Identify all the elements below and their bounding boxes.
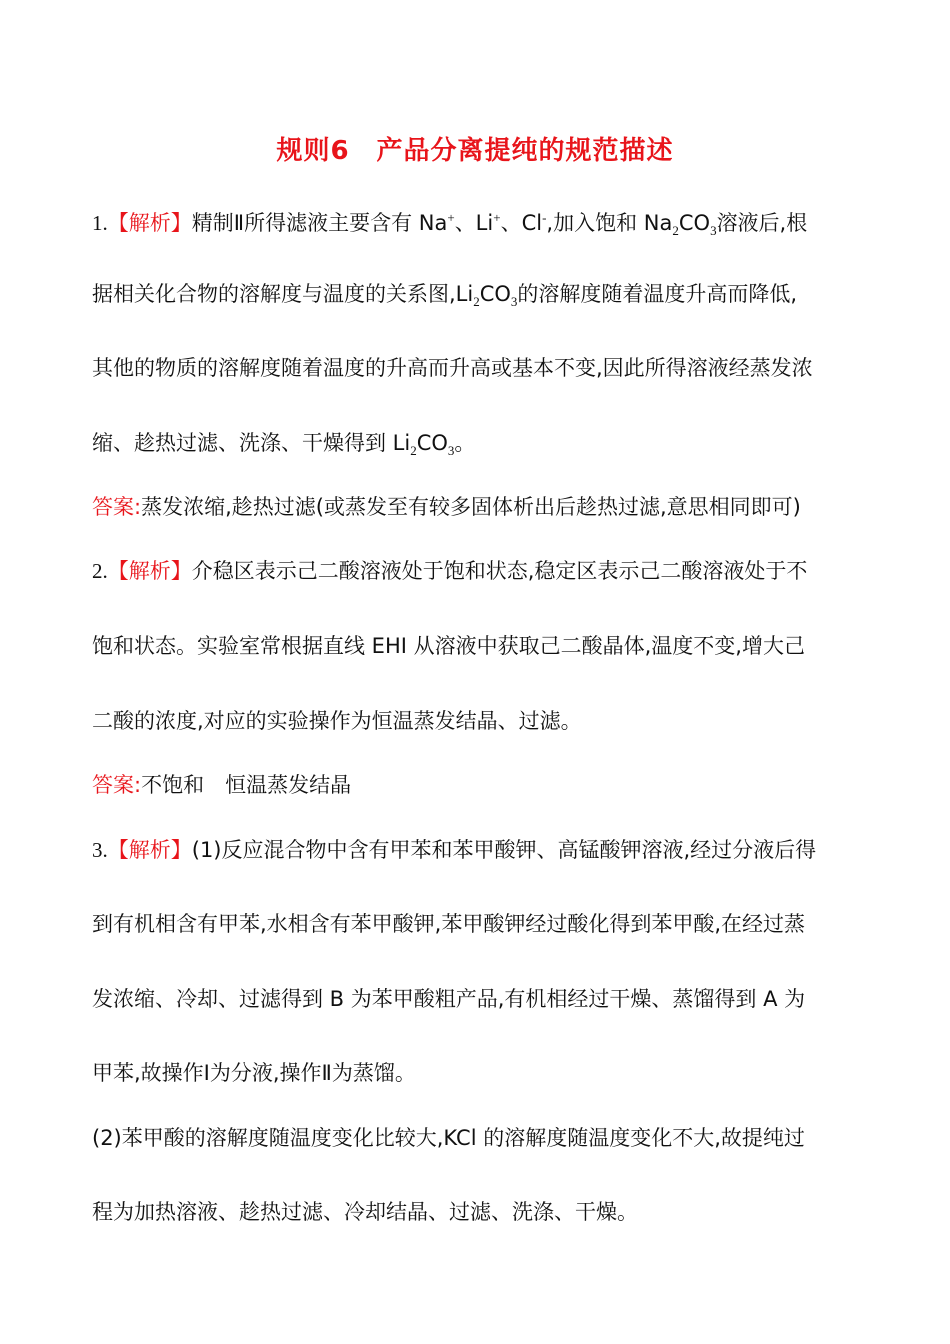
q1-line-3: 其他的物质的溶解度随着温度的升高而升高或基本不变,因此所得溶液经蒸发浓	[92, 356, 813, 380]
q1-line-2	[92, 279, 872, 317]
q3-line-2: 到有机相含有甲苯,水相含有苯甲酸钾,苯甲酸钾经过酸化得到苯甲酸,在经过蒸	[92, 912, 806, 936]
q1-line-4	[92, 428, 872, 466]
q3-line-5: (2)苯甲酸的溶解度随温度变化比较大,KCl 的溶解度随温度变化不大,故提纯过	[92, 1126, 805, 1150]
q1-text-2e: 的溶解度随着温度升高而降低,	[517, 282, 798, 306]
q1-text-4a: 缩、趁热过滤、洗涤、干燥得到 Li	[92, 431, 411, 455]
q1-answer	[92, 492, 872, 522]
q1-sub-3: 2	[473, 294, 480, 310]
q2-analysis-tag: 【解析】	[107, 559, 192, 583]
q3-line-6: 程为加热溶液、趁热过滤、冷却结晶、过滤、洗涤、干燥。	[92, 1200, 638, 1224]
q3-number: 3.	[92, 838, 108, 862]
q3-line-4: 甲苯,故操作Ⅰ为分液,操作Ⅱ为蒸馏。	[92, 1061, 416, 1085]
q2-line-1	[92, 556, 872, 586]
q3-line-1	[92, 835, 872, 865]
q1-sup-3: -	[542, 210, 547, 225]
q1-text-1k: 溶液后,根	[716, 211, 808, 235]
q3-text-1: (1)反应混合物中含有甲苯和苯甲酸钾、高锰酸钾溶液,经过分液后得	[191, 838, 817, 862]
q1-sup-2: +	[493, 210, 501, 225]
q1-line-1	[92, 203, 872, 246]
q2-answer	[92, 770, 872, 800]
q1-answer-label: 答案:	[92, 495, 142, 519]
q2-answer-text: 不饱和 恒温蒸发结晶	[141, 773, 352, 797]
q1-text-2c: CO	[479, 282, 511, 306]
q2-text-1: 介稳区表示己二酸溶液处于饱和状态,稳定区表示己二酸溶液处于不	[191, 559, 808, 583]
q1-analysis-tag: 【解析】	[107, 211, 192, 235]
q1-text-1i: CO	[678, 211, 711, 235]
q1-sub-6: 3	[447, 443, 455, 459]
q1-sub-1: 2	[672, 223, 679, 239]
q1-text-2a: 据相关化合物的溶解度与温度的关系图,Li	[92, 282, 474, 306]
q3-line-3: 发浓缩、冷却、过滤得到 B 为苯甲酸粗产品,有机相经过干燥、蒸馏得到 A 为	[92, 987, 806, 1011]
page-title: 规则6 产品分离提纯的规范描述	[276, 136, 674, 166]
q1-text-1e: 、Cl	[500, 211, 543, 235]
q1-sub-4: 3	[510, 294, 518, 310]
q1-answer-text: 蒸发浓缩,趁热过滤(或蒸发至有较多固体析出后趁热过滤,意思相同即可)	[141, 495, 801, 519]
q1-text-4c: CO	[416, 431, 448, 455]
q2-line-2: 饱和状态。实验室常根据直线 EHI 从溶液中获取己二酸晶体,温度不变,增大己	[92, 634, 805, 658]
q1-text-1c: 、Li	[454, 211, 494, 235]
q1-sup-1: +	[447, 210, 455, 225]
q1-number: 1.	[92, 211, 108, 235]
q2-line-3: 二酸的浓度,对应的实验操作为恒温蒸发结晶、过滤。	[92, 709, 582, 733]
q1-text-1a: 精制Ⅱ所得滤液主要含有 Na	[191, 211, 448, 235]
q2-answer-label: 答案:	[92, 773, 142, 797]
q1-sub-5: 2	[410, 443, 417, 459]
q1-text-1g: ,加入饱和 Na	[546, 211, 673, 235]
q1-sub-2: 3	[710, 223, 717, 239]
q1-text-4e: 。	[454, 431, 476, 455]
q2-number: 2.	[92, 559, 108, 583]
q3-analysis-tag: 【解析】	[107, 838, 192, 862]
